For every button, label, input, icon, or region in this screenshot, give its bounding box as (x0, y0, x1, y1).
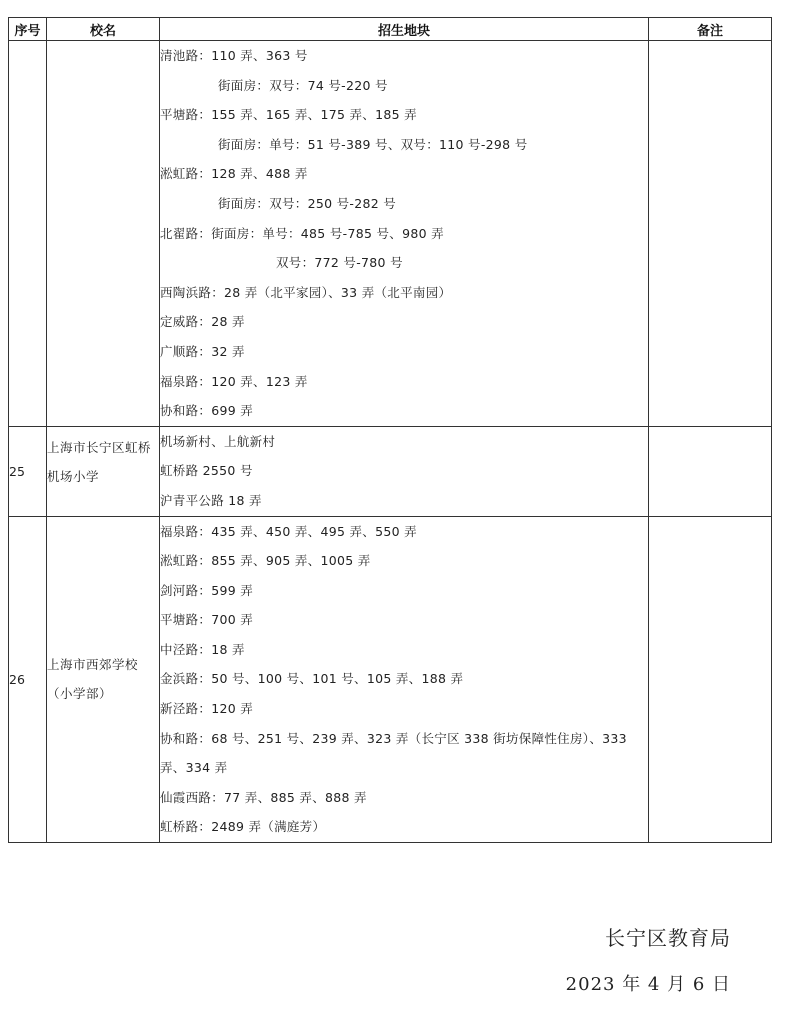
area-line: 虹桥路：2489 弄（满庭芳） (160, 819, 326, 835)
area-line: 平塘路：155 弄、165 弄、175 弄、185 弄 (160, 107, 417, 123)
area-line: 虹桥路 2550 号 (160, 463, 253, 479)
area-line: 广顺路：32 弄 (160, 343, 245, 359)
area-line: 西陶浜路：28 弄（北平家园）、33 弄（北平南园） (160, 284, 452, 300)
enrollment-zone-table (8, 17, 772, 843)
row-note (649, 426, 772, 516)
issuer-name: 长宁区教育局 (605, 926, 731, 950)
table-header-row (9, 18, 772, 41)
row-area (160, 516, 649, 843)
area-line: 剑河路：599 弄 (160, 582, 254, 598)
area-line: 协和路：699 弄 (160, 403, 254, 419)
table-row (9, 516, 772, 843)
header-area: 招生地块 (160, 18, 649, 41)
area-line: 沪青平公路 18 弄 (160, 492, 262, 508)
area-line: 福泉路：120 弄、123 弄 (160, 373, 308, 389)
row-no: 26 (9, 516, 47, 843)
row-no: 25 (9, 426, 47, 516)
row-school: 上海市西郊学校（小学部） (47, 516, 160, 843)
area-line: 街面房：双号：74 号-220 号 (218, 77, 388, 93)
header-no: 序号 (9, 18, 47, 41)
area-line: 北翟路：街面房：单号：485 号-785 号、980 弄 (160, 225, 444, 241)
row-school (47, 41, 160, 427)
row-note (649, 41, 772, 427)
table-row (9, 426, 772, 516)
area-line: 定威路：28 弄 (160, 314, 245, 330)
row-no (9, 41, 47, 427)
area-line: 淞虹路：855 弄、905 弄、1005 弄 (160, 553, 371, 569)
area-line: 双号：772 号-780 号 (276, 255, 403, 271)
area-line: 淞虹路：128 弄、488 弄 (160, 166, 308, 182)
table-row (9, 41, 772, 427)
area-line: 仙霞西路：77 弄、885 弄、888 弄 (160, 789, 367, 805)
area-line: 中泾路：18 弄 (160, 641, 245, 657)
area-line: 清池路：110 弄、363 号 (160, 48, 308, 63)
area-line: 新泾路：120 弄 (160, 701, 254, 717)
row-note (649, 516, 772, 843)
area-line: 金浜路：50 号、100 号、101 号、105 弄、188 弄 (160, 671, 464, 687)
area-line: 福泉路：435 弄、450 弄、495 弄、550 弄 (160, 523, 417, 539)
area-line: 平塘路：700 弄 (160, 612, 254, 628)
header-note: 备注 (649, 18, 772, 41)
area-line: 协和路：68 号、251 号、239 弄、323 弄（长宁区 338 街坊保障性住房）、333 弄、334 弄 (160, 730, 627, 776)
row-area (160, 426, 649, 516)
issue-date: 2023 年 4 月 6 日 (565, 974, 731, 995)
row-area (160, 41, 649, 427)
area-line: 街面房：双号：250 号-282 号 (218, 195, 397, 211)
area-line: 街面房：单号：51 号-389 号、双号：110 号-298 号 (218, 136, 528, 152)
header-school: 校名 (47, 18, 160, 41)
row-school: 上海市长宁区虹桥机场小学 (47, 426, 160, 516)
area-line: 机场新村、上航新村 (160, 433, 276, 449)
